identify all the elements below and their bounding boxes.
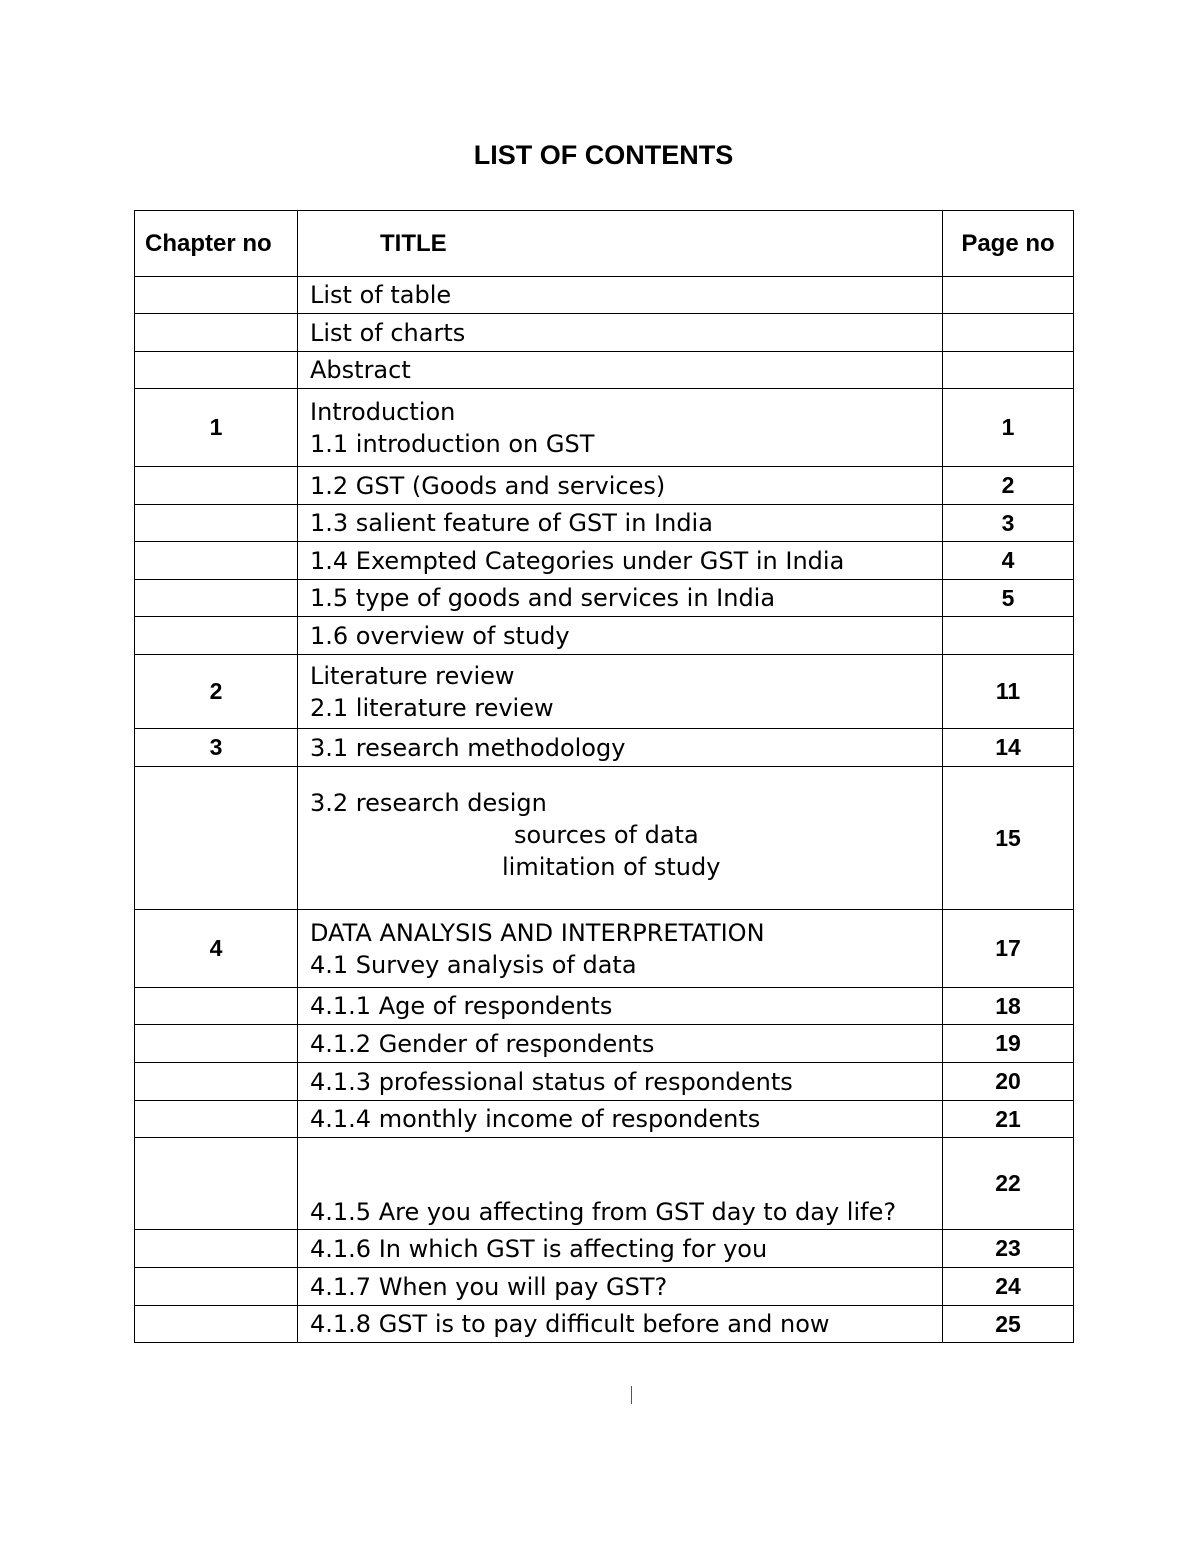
page-cell: 1: [943, 389, 1074, 467]
title-line: 4.1 Survey analysis of data: [310, 950, 637, 979]
title-cell: 4.1.8 GST is to pay difficult before and now: [298, 1306, 943, 1343]
title-cell: [298, 767, 943, 910]
title-line: DATA ANALYSIS AND INTERPRETATION: [310, 918, 765, 947]
title-cell: 1.2 GST (Goods and services): [298, 467, 943, 505]
title-cell: 4.1.7 When you will pay GST?: [298, 1268, 943, 1306]
chapter-cell: [135, 580, 298, 617]
page-cell: 3: [943, 505, 1074, 542]
page-cell: 18: [943, 988, 1074, 1025]
chapter-cell: [135, 767, 298, 910]
table-row: [135, 729, 1074, 767]
table-row: [135, 389, 1074, 467]
chapter-cell: [135, 1025, 298, 1063]
title-cell: 3.1 research methodology: [298, 729, 943, 767]
title-cell: 4.1.6 In which GST is affecting for you: [298, 1230, 943, 1268]
table-row: [135, 767, 1074, 910]
page-cell: 15: [943, 767, 1074, 910]
chapter-cell: [135, 1138, 298, 1230]
page-cell: 23: [943, 1230, 1074, 1268]
title-cell: [298, 910, 943, 988]
page-cell: [943, 352, 1074, 389]
table-row: [135, 1268, 1074, 1306]
table-row: [135, 1025, 1074, 1063]
table-row: [135, 277, 1074, 314]
title-line: sources of data: [514, 821, 699, 849]
chapter-cell: [135, 1306, 298, 1343]
page-cell: 11: [943, 655, 1074, 729]
title-cell: 1.4 Exempted Categories under GST in India: [298, 542, 943, 580]
table-row: [135, 1230, 1074, 1268]
page-cell: [943, 277, 1074, 314]
table-row: [135, 580, 1074, 617]
title-line: Literature review: [310, 661, 515, 690]
page-cell: 2: [943, 467, 1074, 505]
page-cell: [943, 314, 1074, 352]
page-cell: 20: [943, 1063, 1074, 1101]
header-row: [135, 211, 1074, 277]
table-row: [135, 655, 1074, 729]
table-row: [135, 910, 1074, 988]
page-cell: 4: [943, 542, 1074, 580]
chapter-cell: [135, 277, 298, 314]
chapter-cell: 2: [135, 655, 298, 729]
title-cell: 4.1.5 Are you affecting from GST day to day life?: [298, 1138, 943, 1230]
page-cell: [943, 617, 1074, 655]
title-header: TITLE: [298, 211, 943, 277]
table-row: [135, 1138, 1074, 1230]
title-cell: 4.1.1 Age of respondents: [298, 988, 943, 1025]
page-cell: 22: [943, 1138, 1074, 1230]
chapter-cell: [135, 542, 298, 580]
title-line: 2.1 literature review: [310, 693, 554, 722]
table-row: [135, 1101, 1074, 1138]
title-cell: 4.1.4 monthly income of respondents: [298, 1101, 943, 1138]
chapter-cell: 3: [135, 729, 298, 767]
title-line: 1.1 introduction on GST: [310, 429, 595, 458]
contents-table: [134, 210, 1074, 1343]
chapter-cell: [135, 1268, 298, 1306]
page-title: LIST OF CONTENTS: [473, 140, 734, 170]
title-line: 3.2 research design: [310, 789, 547, 817]
page-cell: 21: [943, 1101, 1074, 1138]
chapter-cell: [135, 352, 298, 389]
table-row: [135, 1306, 1074, 1343]
title-cell: 1.5 type of goods and services in India: [298, 580, 943, 617]
chapter-cell: [135, 314, 298, 352]
chapter-cell: [135, 617, 298, 655]
table-row: [135, 352, 1074, 389]
chapter-cell: [135, 988, 298, 1025]
title-cell: 4.1.3 professional status of respondents: [298, 1063, 943, 1101]
title-cell: [298, 655, 943, 729]
title-cell: Abstract: [298, 352, 943, 389]
chapter-cell: 1: [135, 389, 298, 467]
title-cell: 1.6 overview of study: [298, 617, 943, 655]
title-cell: 4.1.2 Gender of respondents: [298, 1025, 943, 1063]
page-cell: 25: [943, 1306, 1074, 1343]
title-cell: 1.3 salient feature of GST in India: [298, 505, 943, 542]
title-line: Introduction: [310, 397, 456, 426]
table-row: [135, 1063, 1074, 1101]
table-row: [135, 505, 1074, 542]
table-row: [135, 988, 1074, 1025]
title-cell: List of charts: [298, 314, 943, 352]
chapter-cell: [135, 1230, 298, 1268]
chapter-cell: [135, 1101, 298, 1138]
page-cell: 5: [943, 580, 1074, 617]
chapter-cell: [135, 505, 298, 542]
chapter-cell: 4: [135, 910, 298, 988]
page-cell: 19: [943, 1025, 1074, 1063]
page-cell: 14: [943, 729, 1074, 767]
title-cell: [298, 389, 943, 467]
title-line: limitation of study: [502, 853, 721, 881]
chapter-cell: [135, 1063, 298, 1101]
page-cell: 17: [943, 910, 1074, 988]
table-row: [135, 542, 1074, 580]
title-cell: List of table: [298, 277, 943, 314]
page-header: Page no: [943, 211, 1074, 277]
chapter-cell: [135, 467, 298, 505]
table-row: [135, 617, 1074, 655]
table-row: [135, 314, 1074, 352]
page-marker: [630, 1386, 633, 1404]
chapter-header: Chapter no: [135, 211, 298, 277]
table-row: [135, 467, 1074, 505]
page-cell: 24: [943, 1268, 1074, 1306]
